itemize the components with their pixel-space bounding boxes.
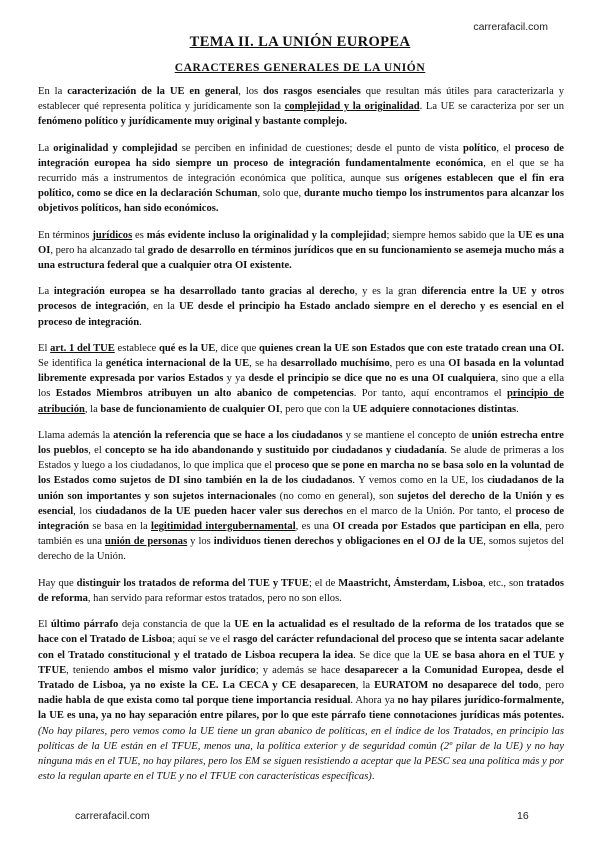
text-run: Se identifica la bbox=[38, 358, 106, 370]
site-watermark-top: carrerafacil.com bbox=[473, 21, 548, 33]
text-run: es bbox=[132, 229, 147, 241]
text-run: no hay pilares jurídico-formalmente, la UE es una, ya no hay separación entre pilares, por lo que este párrafo tiene connotaciones jurídicas más potentes. bbox=[38, 695, 564, 722]
text-run: ciudadanos de la unión son importantes y son sujetos internacionales bbox=[38, 475, 564, 502]
text-run: , solo que, bbox=[257, 188, 304, 200]
text-run: proceso de integración bbox=[38, 505, 565, 533]
paragraph bbox=[38, 617, 564, 784]
text-run: OI creada por Estados que participan en ella bbox=[332, 521, 540, 533]
text-run: La bbox=[38, 142, 54, 154]
text-run: , y es la gran bbox=[354, 286, 422, 298]
text-run: desarrollado muchísimo bbox=[280, 358, 390, 370]
text-run: genética internacional de la UE bbox=[105, 358, 250, 370]
text-run: diferencia entre la UE y otros procesos de integración bbox=[38, 286, 564, 313]
text-run: . Y vemos como en la UE, los bbox=[352, 475, 488, 487]
text-run: EURATOM no desaparece del todo bbox=[374, 679, 539, 691]
paragraph bbox=[38, 141, 564, 217]
text-run: orígenes establecen que el fin era político, como se dice en la declaración Schuman bbox=[38, 173, 564, 200]
text-run: ciudadanos de la UE pueden hacer valer sus derechos bbox=[95, 505, 343, 517]
text-run: UE desde el principio ha Estado anclado siempre en el derecho y es esencial en el proceso de integración bbox=[38, 301, 564, 328]
text-run: y los bbox=[187, 536, 214, 548]
text-run: . Se alude de primeras a los Estados y luego a los ciudadanos, lo que implica que el bbox=[38, 445, 564, 472]
text-run: dos rasgos esenciales bbox=[263, 86, 361, 97]
text-run: . bbox=[371, 771, 375, 783]
text-run: desde el principio se dice que no es una OI cualquiera bbox=[248, 373, 496, 385]
text-run: . La UE se caracteriza por ser un bbox=[419, 101, 564, 113]
text-run: nadie habla de que exista como tal porque tiene importancia residual bbox=[38, 695, 351, 707]
text-run: UE adquiere connotaciones distintas bbox=[352, 403, 517, 415]
text-run: . bbox=[516, 403, 519, 415]
text-run: y ya bbox=[223, 373, 249, 385]
text-run: UE en la actualidad es el resultado de la reforma de los tratados que se hace con el Tratado de Lisboa bbox=[38, 619, 564, 646]
text-run: desaparecer a la Comunidad Europea, desde el Tratado de Lisboa, ya no existe la CE. bbox=[38, 664, 564, 691]
text-run: grado de desarrollo en términos jurídicos que en su funcionamiento se asemeja mucho más a una estructura federal que a cualquier otra OI existente. bbox=[38, 244, 564, 272]
text-run: distinguir los tratados de reforma del TUE y TFUE bbox=[76, 577, 309, 589]
text-run: (No hay pilares, pero vemos como la UE tiene un gran abanico de políticas, en el índice de los Tratados, en principio las políticas de la UE están en el TFUE, menos una, la política exterior y de seguridad común (2º pilar de la UE) y no hay ninguna más en el TUE, no hay pilares, pero los EM se siguen resistiendo a aceptar que la PESC sea una política más y por esto la regulan aparte en el TUE y no el TFUE con características específicas) bbox=[38, 725, 564, 783]
text-run: El bbox=[38, 619, 51, 631]
text-run: El bbox=[38, 342, 51, 354]
text-run: quienes crean la UE son Estados que con este tratado crean una OI. bbox=[259, 342, 564, 354]
text-run: ; aquí se ve el bbox=[172, 634, 233, 646]
text-run: rasgo del carácter refundacional del proceso que se intenta sacar adelante con el Tratado constitucional y el tratado de Lisboa recupera la idea bbox=[38, 634, 565, 661]
text-run: , en la bbox=[146, 301, 180, 313]
paragraph bbox=[38, 576, 564, 606]
text-run: (no como en general), son bbox=[275, 490, 398, 502]
text-run: , dice que bbox=[215, 342, 260, 354]
text-run: , el bbox=[88, 445, 106, 457]
text-run: UE se basa ahora en el TUE y TFUE bbox=[38, 649, 564, 676]
text-run: , somos sujetos del derecho de la Unión. bbox=[38, 536, 564, 563]
text-run: unión de personas bbox=[104, 536, 188, 548]
text-run: deja constancia de que la bbox=[118, 619, 235, 631]
site-watermark-bottom: carrerafacil.com bbox=[75, 810, 150, 822]
text-run: OI basada en la voluntad libremente expresada por varios Estados bbox=[38, 358, 564, 385]
text-run: proceso de integración europea ha sido siempre un proceso de integración fundamentalmente económica bbox=[38, 142, 564, 169]
text-run: , en el que se ha recurrido más a instrumentos de integración económica que política, aunque sus bbox=[38, 157, 564, 185]
text-run: se perciben en infinidad de cuestiones; desde el punto de vista bbox=[177, 142, 463, 154]
text-run: sujetos del derecho de la Unión y es esencial bbox=[38, 490, 564, 517]
text-run: atención la referencia que se hace a los ciudadanos bbox=[113, 429, 343, 441]
text-run: ; siempre hemos sabido que la bbox=[386, 229, 518, 241]
document-body bbox=[38, 84, 564, 795]
text-run: concepto se ha ido abandonando y sustituido por ciudadanos y ciudadanía bbox=[105, 445, 445, 457]
paragraph bbox=[38, 228, 564, 274]
text-run: ; el de bbox=[308, 577, 339, 589]
text-run: , el bbox=[496, 142, 515, 154]
text-run: ; y además se hace bbox=[255, 664, 345, 676]
text-run: art. 1 del TUE bbox=[50, 342, 115, 354]
text-run: ambos el mismo valor jurídico bbox=[113, 664, 256, 676]
text-run: , pero también es una bbox=[38, 521, 565, 548]
text-run: proceso que se pone en marcha no se basa solo en la voluntad de los Estados como sujetos de DI sino también en la de los ciudadanos bbox=[38, 460, 564, 487]
text-run: La CECA y CE desaparecen bbox=[222, 679, 356, 691]
text-run: caracterización de la UE en general bbox=[67, 86, 239, 97]
text-run: , teniendo bbox=[66, 664, 114, 676]
text-run: , pero bbox=[538, 679, 565, 691]
text-run: fenómeno político y jurídicamente muy original y bastante complejo. bbox=[38, 116, 348, 128]
text-run: legitimidad intergubernamental bbox=[151, 521, 296, 533]
text-run: , etc., son bbox=[482, 577, 527, 589]
text-run: se basa en la bbox=[88, 521, 152, 533]
text-run: qué es la UE bbox=[158, 342, 216, 354]
text-run: . Se dice que la bbox=[353, 649, 425, 661]
paragraph bbox=[38, 84, 564, 130]
text-run: , se ha bbox=[249, 358, 281, 370]
text-run: originalidad y complejidad bbox=[53, 142, 178, 154]
text-run: base de funcionamiento de cualquier OI bbox=[100, 403, 280, 415]
text-run: principio de atribución bbox=[38, 388, 564, 415]
text-run: más evidente incluso la originalidad y la complejidad bbox=[146, 229, 387, 241]
text-run: , pero ha alcanzado tal bbox=[50, 244, 148, 256]
text-run: La bbox=[38, 286, 54, 298]
text-run: En términos bbox=[38, 229, 93, 241]
text-run: tratados de reforma bbox=[38, 577, 565, 604]
text-run: , pero que con la bbox=[279, 403, 353, 415]
text-run: , pero es una bbox=[389, 358, 449, 370]
text-run: jurídicos bbox=[92, 229, 133, 241]
paragraph bbox=[38, 428, 564, 565]
text-run: que resultan más útiles para caracterizarla y establecer qué representa política y jurídicamente son la bbox=[38, 86, 564, 113]
text-run: . Por tanto, aquí encontramos el bbox=[353, 388, 507, 400]
text-run: individuos tienen derechos y obligaciones en el OJ de la UE bbox=[213, 536, 484, 548]
text-run: , han servido para reformar estos tratados, pero no son ellos. bbox=[87, 592, 342, 604]
text-run: Hay que bbox=[38, 577, 77, 589]
text-run: UE es una OI bbox=[38, 229, 564, 256]
text-run: en el marco de la Unión. Por tanto, el bbox=[342, 505, 516, 517]
text-run: Estados Miembros atribuyen un alto abanico de competencias bbox=[55, 388, 354, 400]
text-run: Llama además la bbox=[38, 429, 114, 441]
text-run: integración europea se ha desarrollado tanto gracias al derecho bbox=[53, 286, 355, 298]
text-run: último párrafo bbox=[50, 619, 119, 631]
text-run: establece bbox=[114, 342, 159, 354]
text-run: . bbox=[139, 316, 142, 328]
text-run: . Ahora ya bbox=[350, 695, 398, 707]
section-subtitle: CARACTERES GENERALES DE LA UNIÓN bbox=[174, 62, 426, 74]
text-run: Maastricht, Ámsterdam, Lisboa bbox=[338, 577, 483, 589]
text-run: durante mucho tiempo los instrumentos para alcanzar los objetivos políticos, han sido económicos. bbox=[38, 188, 564, 215]
text-run: , es una bbox=[295, 521, 333, 533]
paragraph bbox=[38, 341, 564, 417]
page-number: 16 bbox=[517, 810, 529, 822]
text-run: político bbox=[462, 142, 497, 154]
paragraph bbox=[38, 284, 564, 330]
text-run: , la bbox=[355, 679, 375, 691]
text-run: complejidad y la originalidad bbox=[284, 101, 420, 113]
text-run: y se mantiene el concepto de bbox=[342, 429, 472, 441]
text-run: En la bbox=[38, 86, 68, 97]
page-title: TEMA II. LA UNIÓN EUROPEA bbox=[189, 34, 411, 50]
text-run: , los bbox=[238, 86, 264, 97]
text-run: unión estrecha entre los pueblos bbox=[38, 429, 564, 457]
text-run: , la bbox=[84, 403, 101, 415]
text-run: , los bbox=[73, 505, 96, 517]
text-run: , sino que a ella los bbox=[38, 373, 565, 400]
